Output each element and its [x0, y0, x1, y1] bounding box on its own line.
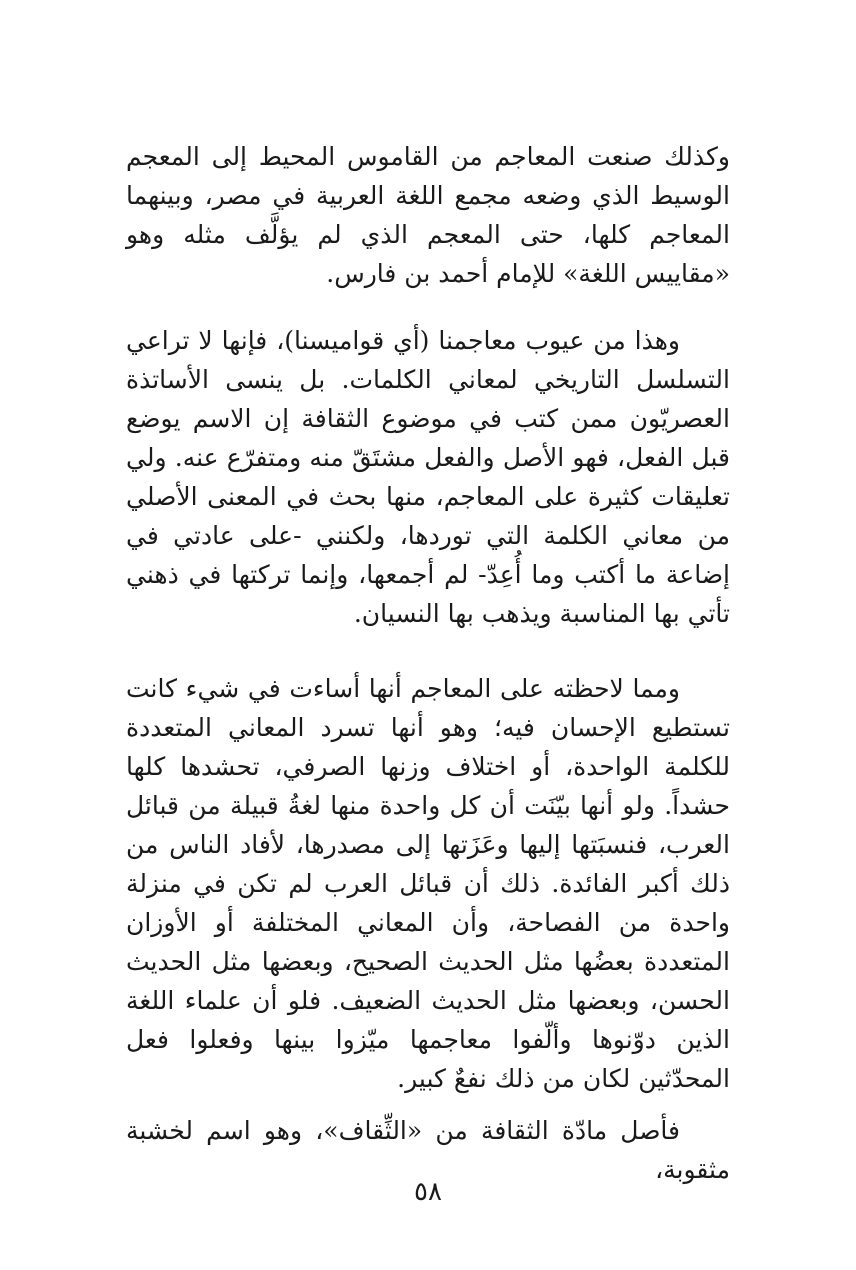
paragraph-dictionaries-intro: وكذلك صنعت المعاجم من القاموس المحيط إلى المعجم الوسيط الذي وضعه مجمع اللغة العربية في مصر، وبينهما المعاجم كلها، حتى المعجم الذي لم يؤلَّف مثله وهو «مقاييس اللغة» للإمام أحمد بن فارس. — [126, 142, 730, 288]
paragraph-culture-origin: فأصل مادّة الثقافة من «الثِّقاف»، وهو اسم لخشبة مثقوبة، — [126, 1116, 730, 1184]
page-number: ٥٨ — [414, 1177, 442, 1207]
paragraph-dictionary-observations: ومما لاحظته على المعاجم أنها أساءت في شيء كانت تستطيع الإحسان فيه؛ وهو أنها تسرد المعاني المتعددة للكلمة الواحدة، أو اختلاف وزنها الصرفي، تحشدها كلها حشداً. ولو أنها بيّنَت أن كل واحدة منها لغةُ قبيلة من قبائل العرب، فنسبَتها إليها وعَزَتها إلى مصدرها، لأفاد الناس من ذلك أكبر الفائدة. ذلك أن قبائل العرب لم تكن في منزلة واحدة من الفصاحة، وأن المعاني المختلفة أو الأوزان المتعددة بعضُها مثل الحديث الصحيح، وبعضها مثل الحديث الحسن، وبعضها مثل الحديث الضعيف. فلو أن علماء اللغة الذين دوّنوها وألّفوا معاجمها ميّزوا بينها وفعلوا فعل المحدّثين لكان من ذلك نفعٌ كبير. — [126, 674, 730, 1093]
paragraph-dictionary-flaws: وهذا من عيوب معاجمنا (أي قواميسنا)، فإنها لا تراعي التسلسل التاريخي لمعاني الكلمات. بل ينسى الأساتذة العصريّون ممن كتب في موضوع الثقافة إن الاسم يوضع قبل الفعل، فهو الأصل والفعل مشتَقّ منه ومتفرّع عنه. ولي تعليقات كثيرة على المعاجم، منها بحث في المعنى الأصلي من معاني الكلمة التي توردها، ولكنني -على عادتي في إضاعة ما أكتب وما أُعِدّ- لم أجمعها، وإنما تركتها في ذهني تأتي بها المناسبة ويذهب بها النسيان. — [126, 326, 730, 628]
